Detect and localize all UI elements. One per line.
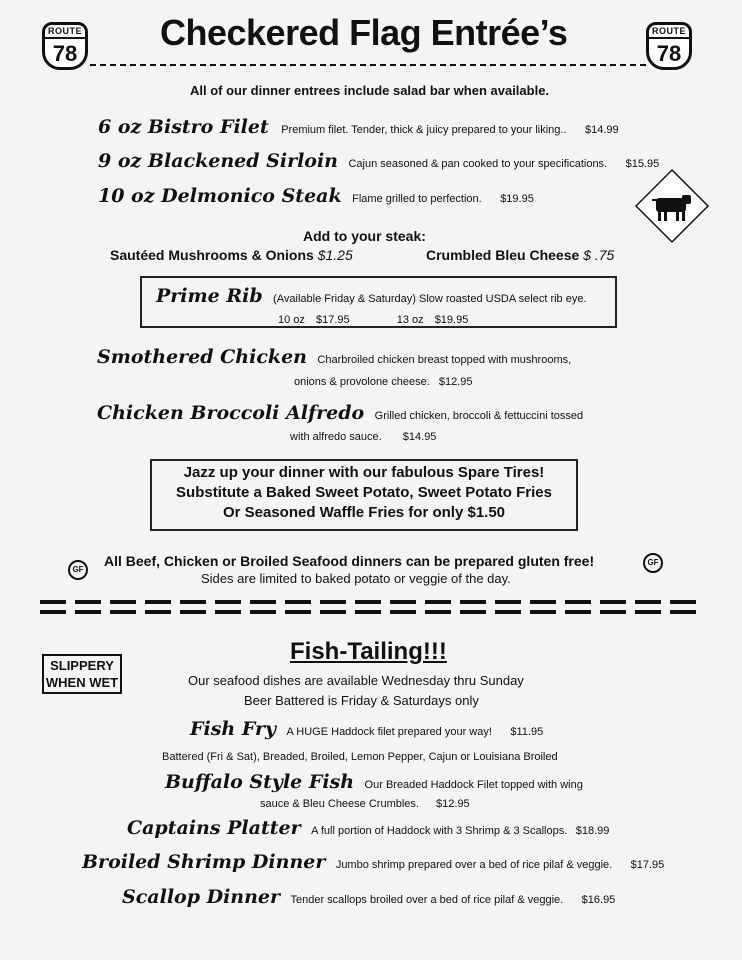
addon-mushrooms: Sautéed Mushrooms & Onions $1.25 [110,247,353,263]
item-desc: Grilled chicken, broccoli & fettuccini tossed [374,410,584,422]
gluten-free-badge-icon: GF [643,553,663,573]
item-name: 6 oz Bistro Filet [98,116,269,138]
item-price: $16.95 [581,894,616,906]
item-name: Broiled Shrimp Dinner [82,851,326,873]
item-name: Prime Rib [156,285,263,307]
item-price: $15.95 [625,158,660,170]
gluten-free-note: All Beef, Chicken or Broiled Seafood dinners can be prepared gluten free! [104,553,595,569]
item-desc: Our Breaded Haddock Filet topped with wing [364,779,583,791]
item-desc: Cajun seasoned & pan cooked to your specifications. [348,158,608,170]
menu-item [97,346,571,368]
salad-bar-note: All of our dinner entrees include salad bar when available. [190,83,550,98]
item-name: Scallop Dinner [122,886,281,908]
title-underline [90,64,646,66]
fish-section-title: Fish-Tailing!!! [290,638,447,665]
cow-icon [634,168,710,244]
menu-item [98,150,659,172]
item-desc: Premium filet. Tender, thick & juicy prepared to your liking.. [281,124,567,136]
item-price: $19.95 [500,193,534,205]
beer-battered-note: Beer Battered is Friday & Saturdays only [244,693,479,708]
menu-item [98,116,619,138]
menu-item [122,886,615,908]
item-price: $18.99 [575,825,610,837]
item-desc: A HUGE Haddock filet prepared your way! [286,726,492,738]
addon-price: $ .75 [583,247,615,263]
addon-price: $1.25 [317,247,353,263]
gluten-free-sides-note: Sides are limited to baked potato or veggie of the day. [201,571,511,586]
menu-item [165,771,583,793]
item-name: Captains Platter [127,817,301,839]
item-desc-line2: onions & provolone cheese. $12.95 [294,376,473,388]
spare-tires-text: Jazz up your dinner with our fabulous Spare Tires! Substitute a Baked Sweet Potato, Sweet Potato Fries Or Seasoned Waffle Fries for only $1.50 [176,464,552,521]
slippery-sign: SLIPPERY WHEN WET [42,654,122,694]
seafood-availability-note: Our seafood dishes are available Wednesday thru Sunday [188,673,524,688]
fish-fry-styles: Battered (Fri & Sat), Breaded, Broiled, Lemon Pepper, Cajun or Louisiana Broiled [162,751,558,763]
page-title: Checkered Flag Entrée’s [160,12,568,53]
prime-rib-prices: 10 oz $17.95 13 oz $19.95 [278,314,469,326]
item-name: Chicken Broccoli Alfredo [97,402,365,424]
item-desc: Jumbo shrimp prepared over a bed of rice pilaf & veggie. [335,859,613,871]
double-dash-divider [40,600,695,614]
item-price: $12.95 [438,376,473,388]
gluten-free-badge-icon: GF [68,560,88,580]
item-desc: Tender scallops broiled over a bed of rice pilaf & veggie. [290,894,564,906]
item-price: $14.99 [584,124,619,136]
addons-heading: Add to your steak: [303,228,426,244]
route-78-shield-left: ROUTE 78 [42,22,88,70]
item-name: 9 oz Blackened Sirloin [98,150,338,172]
menu-item [97,402,583,424]
spare-tires-price: $1.50 [467,504,506,521]
item-name: Fish Fry [190,718,277,740]
item-price: $12.95 [436,798,470,810]
item-name: 10 oz Delmonico Steak [98,185,342,207]
route-78-shield-right: ROUTE 78 [646,22,692,70]
menu-item [98,185,534,207]
addon-bleu-cheese: Crumbled Bleu Cheese $ .75 [426,247,615,263]
prime-rib-line [156,285,587,307]
item-price: $14.95 [402,431,437,443]
item-name: Smothered Chicken [97,346,307,368]
item-name: Buffalo Style Fish [165,771,355,793]
item-desc: A full portion of Haddock with 3 Shrimp & 3 Scallops. [311,825,568,837]
item-desc: Flame grilled to perfection. [352,193,482,205]
item-price: $17.95 [630,859,665,871]
item-desc-line2: with alfredo sauce. $14.95 [290,431,437,443]
item-desc-line2: sauce & Bleu Cheese Crumbles. $12.95 [260,798,470,810]
item-price: $11.95 [510,726,544,738]
menu-item [127,817,609,839]
item-desc: Charbroiled chicken breast topped with mushrooms, [317,354,572,366]
menu-item [190,718,543,740]
menu-item [82,851,664,873]
item-desc: (Available Friday & Saturday) Slow roasted USDA select rib eye. [273,293,587,305]
